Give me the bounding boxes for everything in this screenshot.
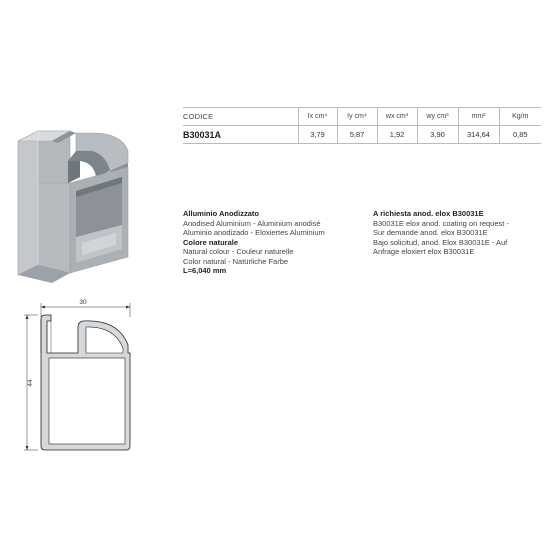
col-header-weight: Kg/m	[499, 108, 541, 126]
height-dimension-label: 44	[27, 379, 34, 387]
finish-heading: Alluminio Anodizzato	[183, 209, 259, 218]
request-line-2: Sur demande anod. elox B30031E	[373, 228, 488, 237]
cell-wx: 1,92	[377, 126, 417, 144]
table-row	[183, 126, 541, 144]
cell-code: B30031A	[183, 126, 298, 144]
request-heading: A richiesta anod. elox B30031E	[373, 209, 484, 218]
request-line-4: Anfrage eloxiert elox B30031E	[373, 247, 475, 256]
col-header-wy: wy cm³	[417, 108, 458, 126]
request-line-1: B30031E elox anod. coating on request -	[373, 218, 509, 228]
cell-iy: 5,87	[337, 126, 377, 144]
finish-line-2: Aluminio anodizado - Eloxiertes Aluminium	[183, 228, 325, 237]
profile-3d-render	[10, 125, 160, 285]
cross-section-drawing	[20, 295, 145, 465]
cell-weight: 0,85	[499, 126, 541, 144]
spec-table-header-row	[183, 108, 541, 126]
request-line-3: Bajo solicitud, anod. Elox B30031E - Auf	[373, 237, 508, 247]
length-value: L=6,040 mm	[183, 266, 227, 275]
col-header-code: CODICE	[183, 108, 298, 126]
cell-wy: 3,90	[417, 126, 458, 144]
col-header-ix: Ix cm⁴	[298, 108, 337, 126]
cell-ix: 3,79	[298, 126, 337, 144]
color-heading: Colore naturale	[183, 237, 239, 247]
col-header-wx: wx cm³	[377, 108, 417, 126]
cell-area: 314,64	[458, 126, 499, 144]
width-dimension-label: 30	[79, 299, 87, 306]
spec-table	[183, 107, 541, 144]
color-line-1: Natural colour - Couleur naturelle	[183, 247, 294, 256]
col-header-area: mm²	[458, 108, 499, 126]
finish-line-1: Anodised Aluminium - Aluminium anodisé	[183, 218, 321, 228]
color-line-2: Color natural - Natürliche Farbe	[183, 256, 289, 266]
col-header-iy: Iy cm⁴	[337, 108, 377, 126]
